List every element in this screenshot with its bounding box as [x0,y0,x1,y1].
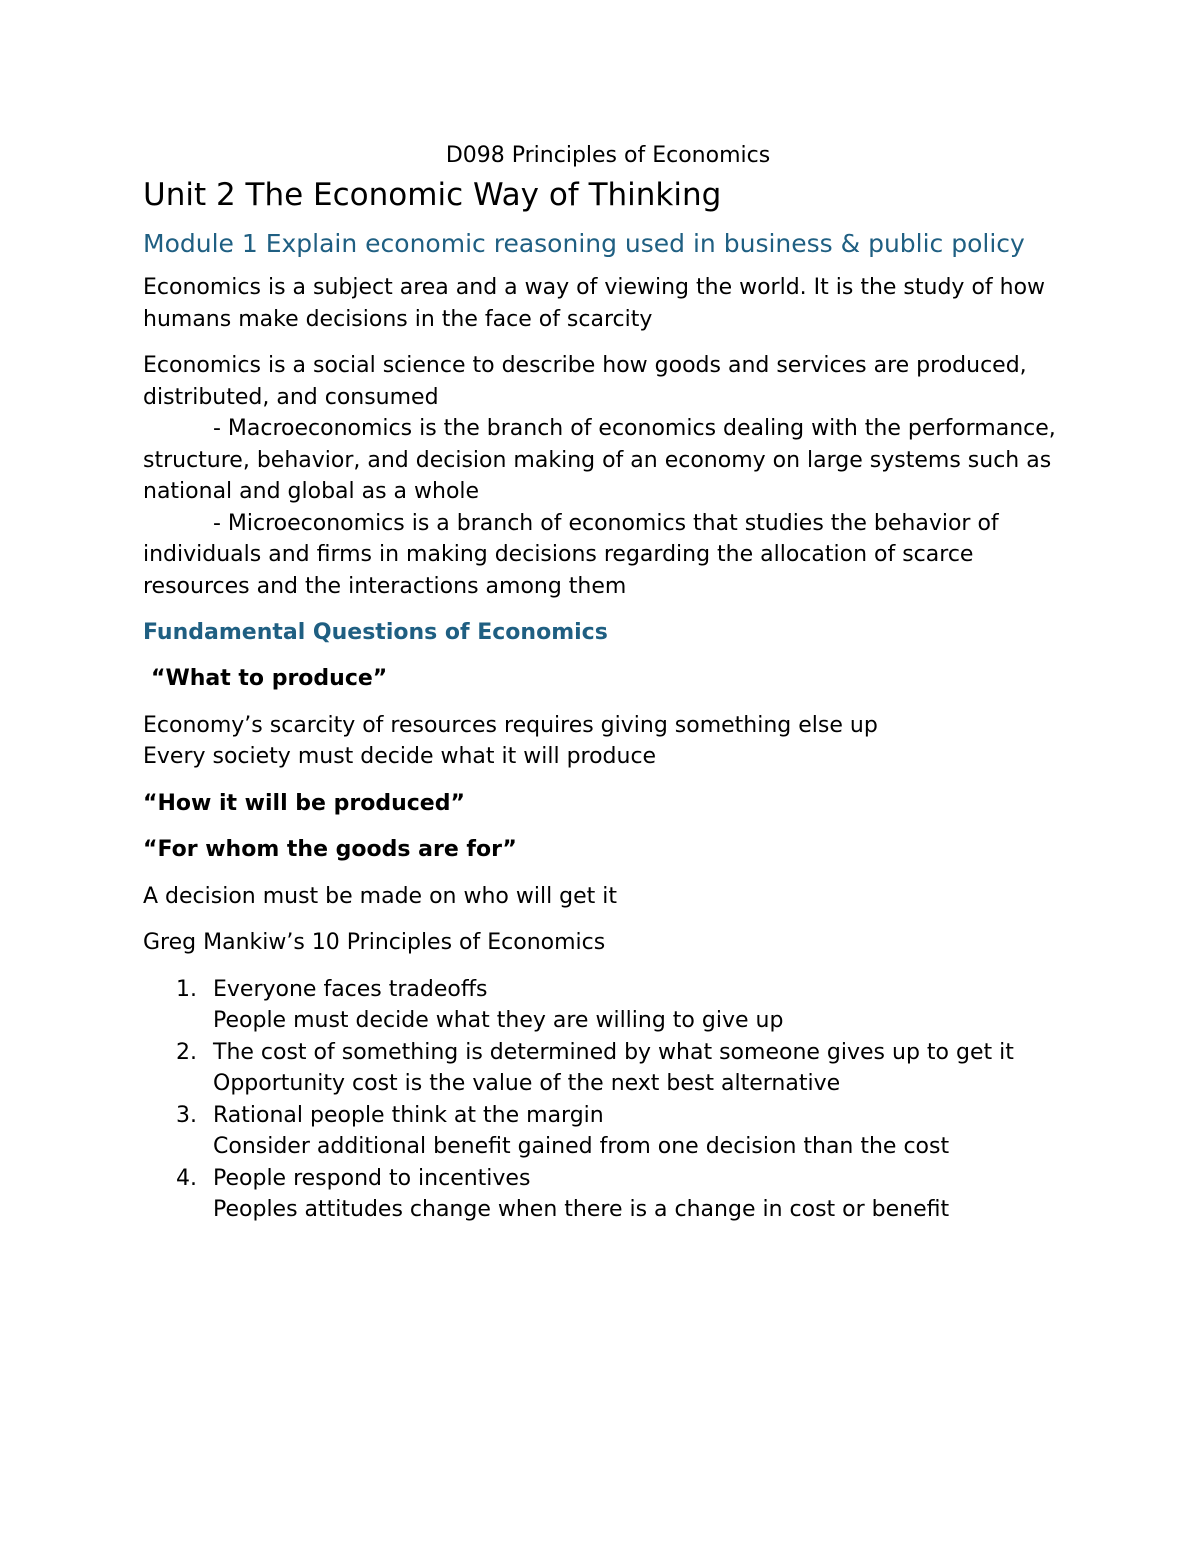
question-what-to-produce: “What to produce” [151,666,388,691]
principle-item [143,1037,1073,1100]
fundamental-questions-heading: Fundamental Questions of Economics [143,620,608,645]
principle-number: 4. [176,1165,197,1191]
principle-number: 1. [176,976,197,1002]
microeconomics-text: - Microeconomics is a branch of economics that studies the behavior of individuals and firms in making decisions regarding the allocation of scarce resources and the interactions among them [143,510,999,599]
principle-title: The cost of something is determined by what someone gives up to get it [213,1039,1014,1065]
document-page [143,140,1073,1226]
society-decide-line: Every society must decide what it will produce [143,744,657,769]
document-title: D098 Principles of Economics [445,143,771,168]
principle-note: Consider additional benefit gained from one decision than the cost [213,1134,950,1159]
principle-title: Everyone faces tradeoffs [213,976,488,1002]
principle-title: People respond to incentives [213,1165,531,1191]
unit-heading: Unit 2 The Economic Way of Thinking [143,177,722,213]
social-science-definition: Economics is a social science to describe how goods and services are produced, distributed, and consumed [143,353,1027,410]
scarcity-line: Economy’s scarcity of resources requires giving something else up [143,712,878,738]
principle-number: 3. [176,1102,197,1128]
principle-note: People must decide what they are willing to give up [213,1008,784,1033]
macroeconomics-definition [143,413,1073,508]
microeconomics-definition [143,508,1073,603]
definition-block [143,350,1073,602]
principle-item [143,974,1073,1037]
principles-heading: Greg Mankiw’s 10 Principles of Economics [143,930,606,955]
principle-item [143,1163,1073,1226]
for-whom-explanation: A decision must be made on who will get it [143,883,618,909]
principle-number: 2. [176,1039,197,1065]
question-what-to-produce-body [143,710,1073,773]
principles-list [143,974,1073,1226]
principle-note: Opportunity cost is the value of the next best alternative [213,1071,841,1096]
question-for-whom: “For whom the goods are for” [143,837,517,862]
macroeconomics-text: - Macroeconomics is the branch of economics dealing with the performance, structure, behavior, and decision making of an economy on large systems such as national and global as a whole [143,416,1056,504]
intro-paragraph: Economics is a subject area and a way of viewing the world. It is the study of how humans make decisions in the face of scarcity [143,275,1046,332]
principle-title: Rational people think at the margin [213,1102,604,1128]
module-heading: Module 1 Explain economic reasoning used in business & public policy [143,229,1025,258]
question-how-produced: “How it will be produced” [143,790,465,816]
principle-note: Peoples attitudes change when there is a change in cost or benefit [213,1197,950,1222]
principle-item [143,1100,1073,1163]
